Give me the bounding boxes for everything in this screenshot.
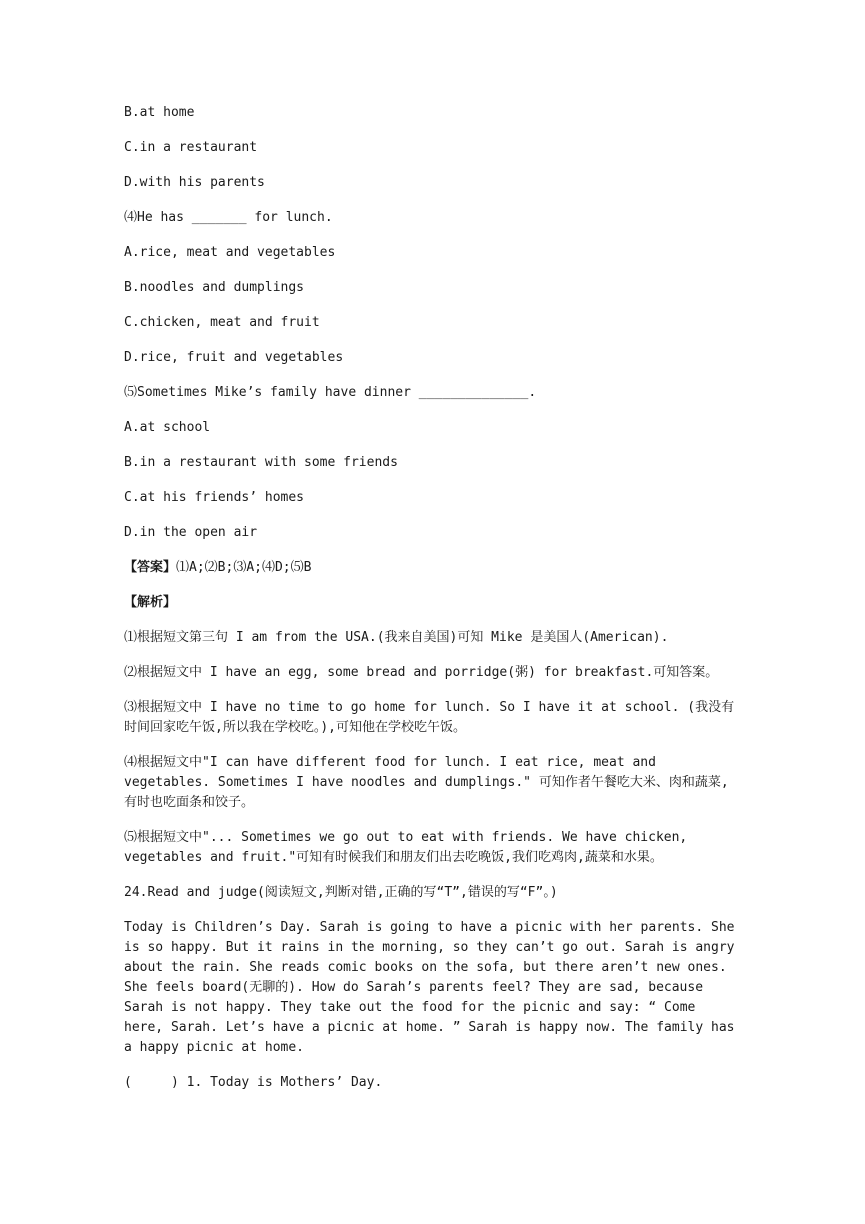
analysis-item-2: ⑵根据短文中 I have an egg, some bread and porridge(粥) for breakfast.可知答案。 xyxy=(124,665,719,680)
option-q5-a: A.at school xyxy=(124,420,211,435)
option-q4-b: B.noodles and dumplings xyxy=(124,280,305,295)
document-page xyxy=(124,103,739,1108)
analysis-item-3: ⑶根据短文中 I have no time to go home for lunch. So I have it at school. (我没有时间回家吃午饭,所以我在学校吃。),可知他在学校吃午饭。 xyxy=(124,700,735,735)
question-5-stem: ⑸Sometimes Mike’s family have dinner ______________. xyxy=(124,385,537,400)
analysis-heading xyxy=(124,593,739,628)
option-q5-d: D.in the open air xyxy=(124,525,258,540)
option-q3-c: C.in a restaurant xyxy=(124,140,258,155)
analysis-item-4: ⑷根据短文中"I can have different food for lunch. I eat rice, meat and vegetables. Sometimes I have noodles and dumplings." 可知作者午餐吃大米、肉和蔬菜,有时也吃面条和饺子。 xyxy=(124,755,729,810)
option-q5-c: C.at his friends’ homes xyxy=(124,490,305,505)
option-q3-d: D.with his parents xyxy=(124,175,265,190)
answer-tag: 【答案】 xyxy=(124,560,177,575)
analysis-item-5: ⑸根据短文中"... Sometimes we go out to eat with friends. We have chicken, vegetables and fruit."可知有时候我们和朋友们出去吃晚饭,我们吃鸡肉,蔬菜和水果。 xyxy=(124,830,688,865)
option-q3-b: B.at home xyxy=(124,105,195,120)
question-24-title: 24.Read and judge(阅读短文,判断对错,正确的写“T”,错误的写“F”。) xyxy=(124,885,558,900)
analysis-tag: 【解析】 xyxy=(124,595,177,610)
option-q4-c: C.chicken, meat and fruit xyxy=(124,315,320,330)
option-q5-b: B.in a restaurant with some friends xyxy=(124,455,398,470)
analysis-item-1: ⑴根据短文第三句 I am from the USA.(我来自美国)可知 Mike 是美国人(American). xyxy=(124,630,669,645)
answer-text: ⑴A;⑵B;⑶A;⑷D;⑸B xyxy=(176,560,312,575)
question-4-stem: ⑷He has _______ for lunch. xyxy=(124,210,333,225)
question-24-passage: Today is Children’s Day. Sarah is going to have a picnic with her parents. She is so happy. But it rains in the morning, so they can’t go out. Sarah is angry about the rain. She reads comic books on the sofa, but there aren’t new ones. She feels board(无聊的). How do Sarah’s parents feel? They are sad, because Sarah is not happy. They take out the food for the picnic and say: “ Come here, Sarah. Let’s have a picnic at home. ” Sarah is happy now. The family has a happy picnic at home. xyxy=(124,920,735,1055)
judge-statement-1: ( ) 1. Today is Mothers’ Day. xyxy=(124,1075,383,1090)
answer-line xyxy=(124,558,739,593)
option-q4-d: D.rice, fruit and vegetables xyxy=(124,350,344,365)
option-q4-a: A.rice, meat and vegetables xyxy=(124,245,336,260)
